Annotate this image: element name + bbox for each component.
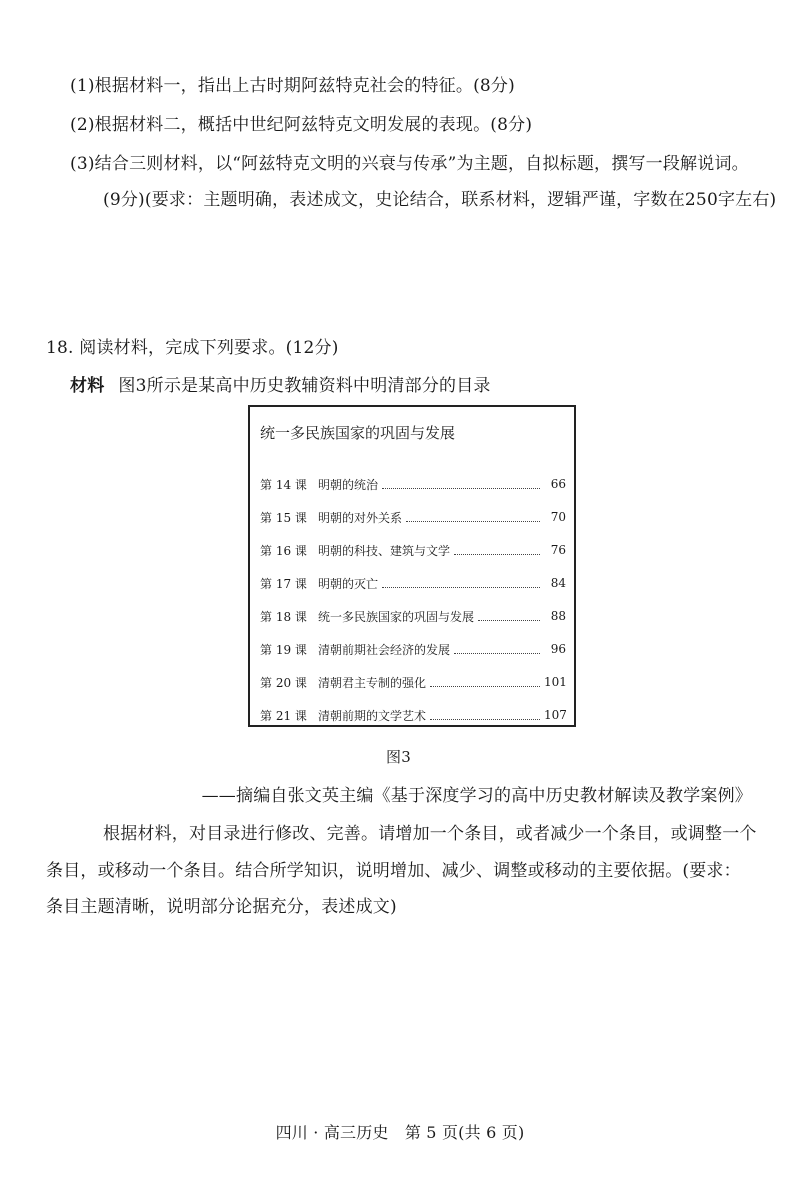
figure-caption: 图3 <box>386 748 411 766</box>
toc-page-number: 70 <box>550 510 566 524</box>
question-18-heading: 18. 阅读材料，完成下列要求。(12分) <box>46 338 339 358</box>
instruction-line-2: 条目，或移动一个条目。结合所学知识，说明增加、减少、调整或移动的主要依据。(要求： <box>46 861 741 881</box>
toc-row <box>260 706 566 724</box>
question-3-requirements: (9分)(要求：主题明确，表述成文，史论结合，联系材料，逻辑严谨，字数在250字左右) <box>103 190 777 210</box>
toc-page-number: 76 <box>550 543 566 557</box>
toc-title: 统一多民族国家的巩固与发展 <box>260 424 456 442</box>
toc-lesson-number: 第 18 课 <box>260 609 307 624</box>
question-3: (3)结合三则材料，以“阿兹特克文明的兴衰与传承”为主题，自拟标题，撰写一段解说词。 <box>70 154 749 174</box>
toc-row <box>260 574 566 592</box>
toc-row <box>260 475 566 493</box>
instruction-line-1: 根据材料，对目录进行修改、完善。请增加一个条目，或者减少一个条目，或调整一个 <box>103 824 757 844</box>
toc-page-number: 107 <box>544 708 567 722</box>
toc-leader-dots <box>478 611 540 621</box>
toc-page-number: 66 <box>550 477 566 491</box>
material-label: 材料 <box>70 376 105 396</box>
source-citation: ——摘编自张文英主编《基于深度学习的高中历史教材解读及教学案例》 <box>201 786 752 806</box>
instruction-line-3: 条目主题清晰，说明部分论据充分，表述成文) <box>46 897 397 917</box>
toc-page-number: 101 <box>544 675 567 689</box>
toc-lesson-number: 第 15 课 <box>260 510 307 525</box>
toc-lesson-title: 明朝的科技、建筑与文学 <box>318 543 451 558</box>
toc-page-number: 88 <box>550 609 566 623</box>
toc-row <box>260 508 566 526</box>
toc-lesson-title: 明朝的对外关系 <box>318 510 403 525</box>
toc-lesson-title: 明朝的统治 <box>318 477 379 492</box>
toc-lesson-title: 统一多民族国家的巩固与发展 <box>318 609 475 624</box>
question-2: (2)根据材料二，概括中世纪阿兹特克文明发展的表现。(8分) <box>70 115 533 135</box>
toc-lesson-title: 清朝君主专制的强化 <box>318 675 427 690</box>
toc-lesson-number: 第 19 课 <box>260 642 307 657</box>
toc-leader-dots <box>382 479 540 489</box>
toc-lesson-number: 第 21 课 <box>260 708 307 723</box>
toc-leader-dots <box>406 512 540 522</box>
toc-leader-dots <box>454 644 540 654</box>
material-text: 图3所示是某高中历史教辅资料中明清部分的目录 <box>118 376 491 396</box>
toc-lesson-title: 清朝前期的文学艺术 <box>318 708 427 723</box>
toc-leader-dots <box>382 578 540 588</box>
toc-leader-dots <box>430 710 540 720</box>
toc-row <box>260 607 566 625</box>
material-line <box>70 374 491 398</box>
toc-lesson-number: 第 16 课 <box>260 543 307 558</box>
table-of-contents <box>248 405 576 727</box>
toc-page-number: 96 <box>550 642 566 656</box>
toc-lesson-title: 清朝前期社会经济的发展 <box>318 642 451 657</box>
toc-leader-dots <box>454 545 540 555</box>
toc-lesson-number: 第 14 课 <box>260 477 307 492</box>
toc-page-number: 84 <box>550 576 566 590</box>
toc-lesson-number: 第 20 课 <box>260 675 307 690</box>
toc-leader-dots <box>430 677 540 687</box>
toc-row <box>260 673 566 691</box>
question-1: (1)根据材料一，指出上古时期阿兹特克社会的特征。(8分) <box>70 76 515 96</box>
toc-row <box>260 640 566 658</box>
toc-lesson-number: 第 17 课 <box>260 576 307 591</box>
page-footer: 四川 · 高三历史 第 5 页(共 6 页) <box>275 1123 525 1142</box>
toc-row <box>260 541 566 559</box>
toc-lesson-title: 明朝的灭亡 <box>318 576 379 591</box>
